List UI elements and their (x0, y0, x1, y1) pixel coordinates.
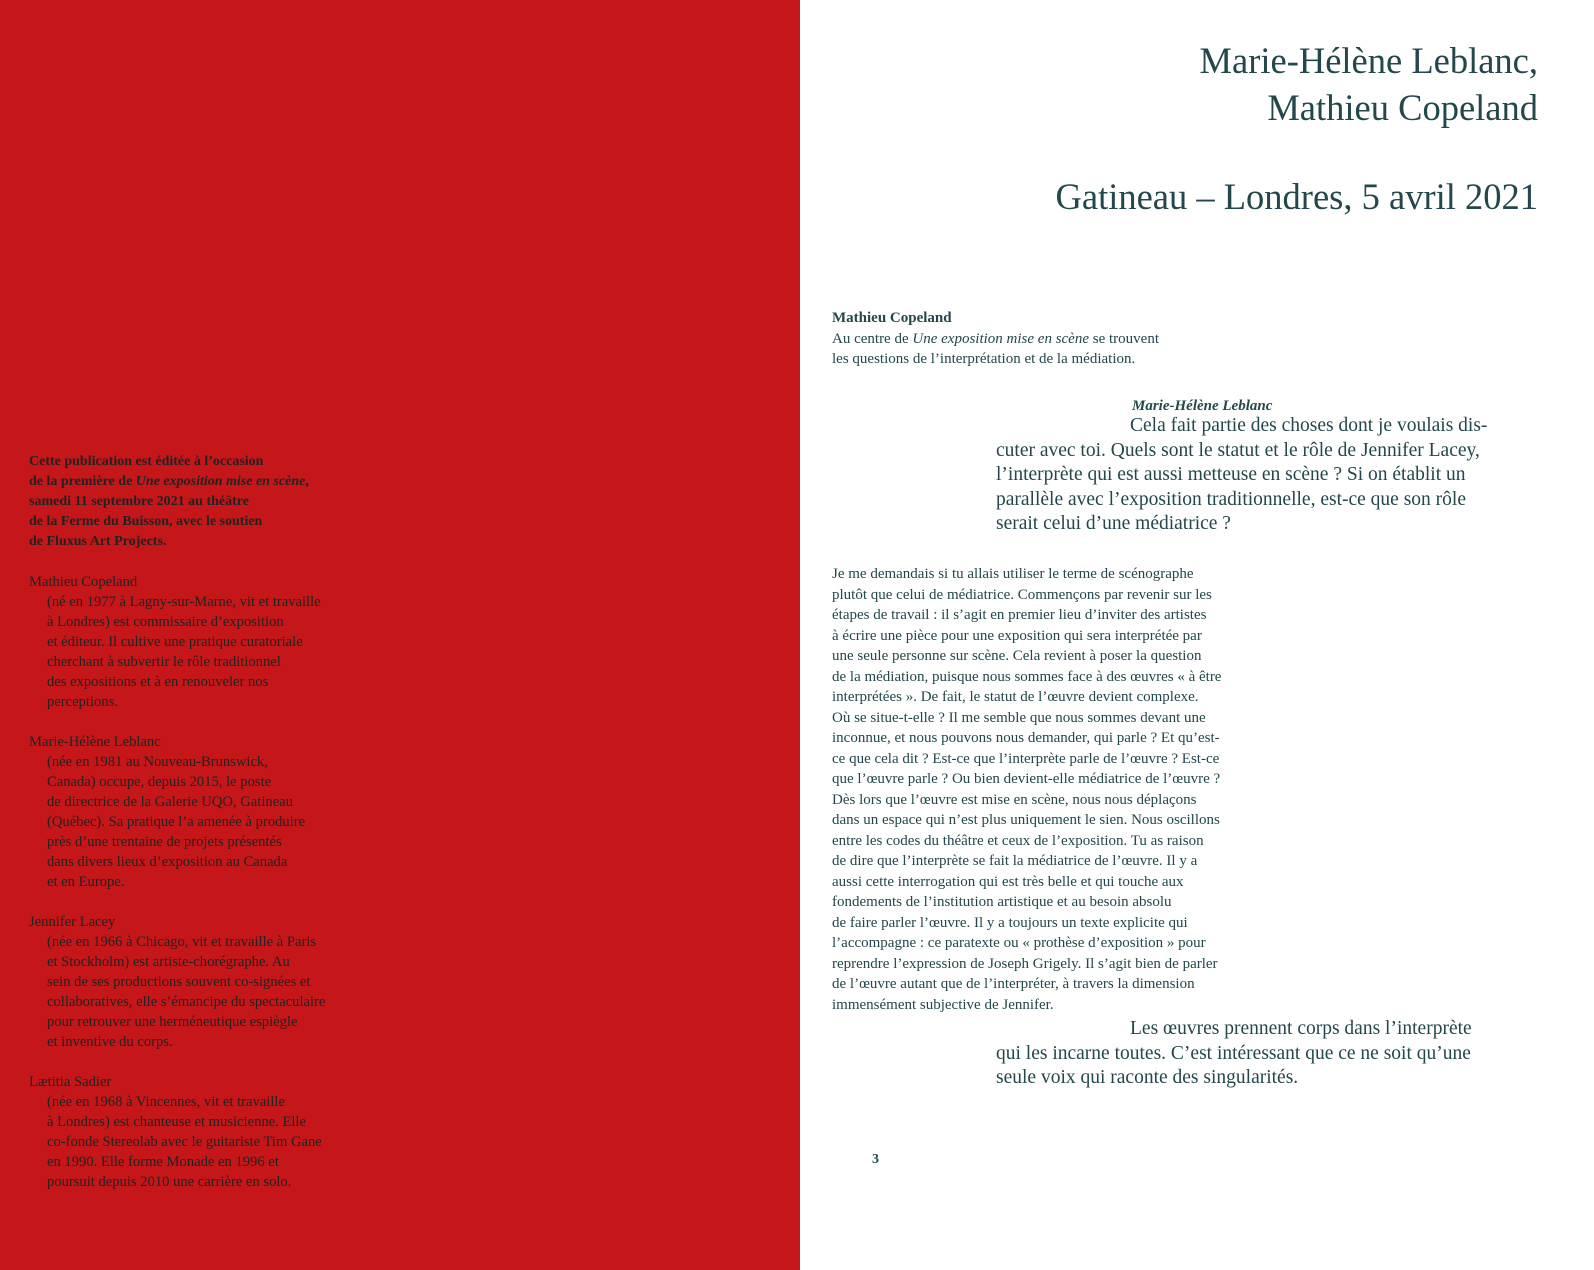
reply-line: Cela fait partie des choses dont je voulais dis- (1130, 415, 1488, 436)
answer-line: aussi cette interrogation qui est très belle et qui touche aux (832, 873, 1184, 890)
answer-line: dans un espace qui n’est plus uniquement le sien. Nous oscillons (832, 812, 1220, 828)
reply-paragraph (996, 414, 1520, 537)
bio-text: (née en 1968 à Vincennes, vit et travaille à Londres) est chanteuse et musicienne. Elle co-fonde Stereolab avec le guitariste Tim Gane en 1990. Elle forme Monade en 1996 et poursuit depuis 2010 une carrière en solo. (47, 1094, 322, 1190)
answer-line: reprendre l’expression de Joseph Grigely. Il s’agit bien de parler (832, 955, 1218, 972)
heading-names-line: Mathieu Copeland (1267, 87, 1538, 128)
reply-line: seule voix qui raconte des singularités. (996, 1067, 1299, 1088)
heading-date: Gatineau – Londres, 5 avril 2021 (1055, 176, 1538, 217)
bio-name: Mathieu Copeland (29, 574, 138, 590)
answer-line: de l’œuvre autant que de l’interpréter, à travers la dimension (832, 976, 1195, 992)
speaker-label: Mathieu Copeland (832, 310, 952, 326)
bio-name: Marie-Hélène Leblanc (29, 734, 161, 750)
answer-line: une seule personne sur scène. Cela revient à poser la question (832, 648, 1202, 664)
answer-line: entre les codes du théâtre et ceux de l’exposition. Tu as raison (832, 832, 1204, 849)
answer-line: l’accompagne : ce paratexte ou « prothèse d’exposition » pour (832, 935, 1206, 951)
reply-line: l’interprète qui est aussi metteuse en scène ? Si on établit un (996, 464, 1466, 485)
answer-line: fondements de l’institution artistique et au besoin absolu (832, 894, 1172, 910)
answer-line: à écrire une pièce pour une exposition qui sera interprétée par (832, 627, 1202, 644)
biographies (29, 572, 389, 1212)
speaker-label: Marie-Hélène Leblanc (1132, 398, 1273, 414)
reply-line: qui les incarne toutes. C’est intéressant que ce ne soit qu’une (996, 1042, 1471, 1064)
answer-line: immensément subjective de Jennifer. (832, 996, 1054, 1013)
bio-text: (né en 1977 à Lagny-sur-Marne, vit et travaille à Londres) est commissaire d’exposition et éditeur. Il cultive une pratique curatoriale cherchant à subvertir le rôle traditionnel des expositions et à en renouveler nos perceptions. (47, 594, 321, 710)
colophon (29, 452, 389, 552)
intro-block (832, 308, 1159, 370)
exhibition-title: Une exposition mise en scène (912, 330, 1089, 347)
right-page (800, 0, 1594, 1270)
bio-name: Jennifer Lacey (29, 914, 116, 930)
colophon-line: samedi 11 septembre 2021 au théâtre (29, 494, 249, 509)
answer-paragraph (832, 564, 1221, 1015)
colophon-title: Une exposition mise en scène (135, 474, 306, 489)
answer-line: de dire que l’interprète se fait la médiatrice de l’œuvre. Il y a (832, 853, 1198, 869)
answer-line: plutôt que celui de médiatrice. Commençons par revenir sur les (832, 586, 1212, 603)
colophon-line: de Fluxus Art Projects. (29, 534, 167, 549)
answer-line: inconnue, et nous pouvons nous demander, qui parle ? Et qu’est- (832, 730, 1220, 746)
intro-line: les questions de l’interprétation et de la médiation. (832, 351, 1136, 367)
reply-paragraph (996, 1017, 1520, 1091)
answer-line: Dès lors que l’œuvre est mise en scène, nous nous déplaçons (832, 791, 1197, 808)
colophon-line: Cette publication est éditée à l’occasion (29, 454, 264, 469)
colophon-line: de la Ferme du Buisson, avec le soutien (29, 514, 263, 529)
answer-line: étapes de travail : il s’agit en premier lieu d’inviter des artistes (832, 607, 1207, 623)
heading-names-line: Marie-Hélène Leblanc, (1199, 40, 1538, 81)
reply-line: parallèle avec l’exposition traditionnelle, est-ce que son rôle (996, 488, 1466, 510)
page-heading (1056, 37, 1538, 220)
bio-text: (née en 1981 au Nouveau-Brunswick, Canada) occupe, depuis 2015, le poste de directrice de la Galerie UQO, Gatineau (Québec). Sa pratique l’a amenée à produire près d’une trentaine de projets présentés dans divers lieux d’exposition au Canada et en Europe. (47, 754, 306, 890)
colophon-line: de la première de Une exposition mise en scène, (29, 474, 309, 489)
reply-line: cuter avec toi. Quels sont le statut et le rôle de Jennifer Lacey, (996, 439, 1480, 461)
bio-text: (née en 1966 à Chicago, vit et travaille à Paris et Stockholm) est artiste-chorégraphe. Au sein de ses productions souvent co-signées et collaboratives, elle s’émancipe du spectaculaire pour retrouver une herméneutique espiègle et inventive du corps. (47, 934, 326, 1050)
answer-line: interprétées ». De fait, le statut de l’œuvre devient complexe. (832, 689, 1199, 705)
answer-line: ce que cela dit ? Est-ce que l’interprète parle de l’œuvre ? Est-ce (832, 750, 1220, 767)
bio-laetitia-sadier (29, 1072, 389, 1192)
bio-marie-helene-leblanc (29, 732, 389, 892)
reply-line: Les œuvres prennent corps dans l’interprète (1130, 1018, 1472, 1039)
reply-line: serait celui d’une médiatrice ? (996, 513, 1231, 534)
answer-line: de faire parler l’œuvre. Il y a toujours un texte explicite qui (832, 914, 1188, 931)
answer-line: que l’œuvre parle ? Ou bien devient-elle médiatrice de l’œuvre ? (832, 771, 1221, 787)
page-number: 3 (872, 1152, 879, 1167)
answer-line: de la médiation, puisque nous sommes face à des œuvres « à être (832, 668, 1222, 685)
answer-line: Où se situe-t-elle ? Il me semble que nous sommes devant une (832, 709, 1206, 726)
bio-mathieu-copeland (29, 572, 389, 712)
bio-name: Lætitia Sadier (29, 1074, 112, 1090)
bio-jennifer-lacey (29, 912, 389, 1052)
answer-line: Je me demandais si tu allais utiliser le terme de scénographe (832, 566, 1194, 582)
intro-line: Au centre de Une exposition mise en scène se trouvent (832, 330, 1159, 347)
